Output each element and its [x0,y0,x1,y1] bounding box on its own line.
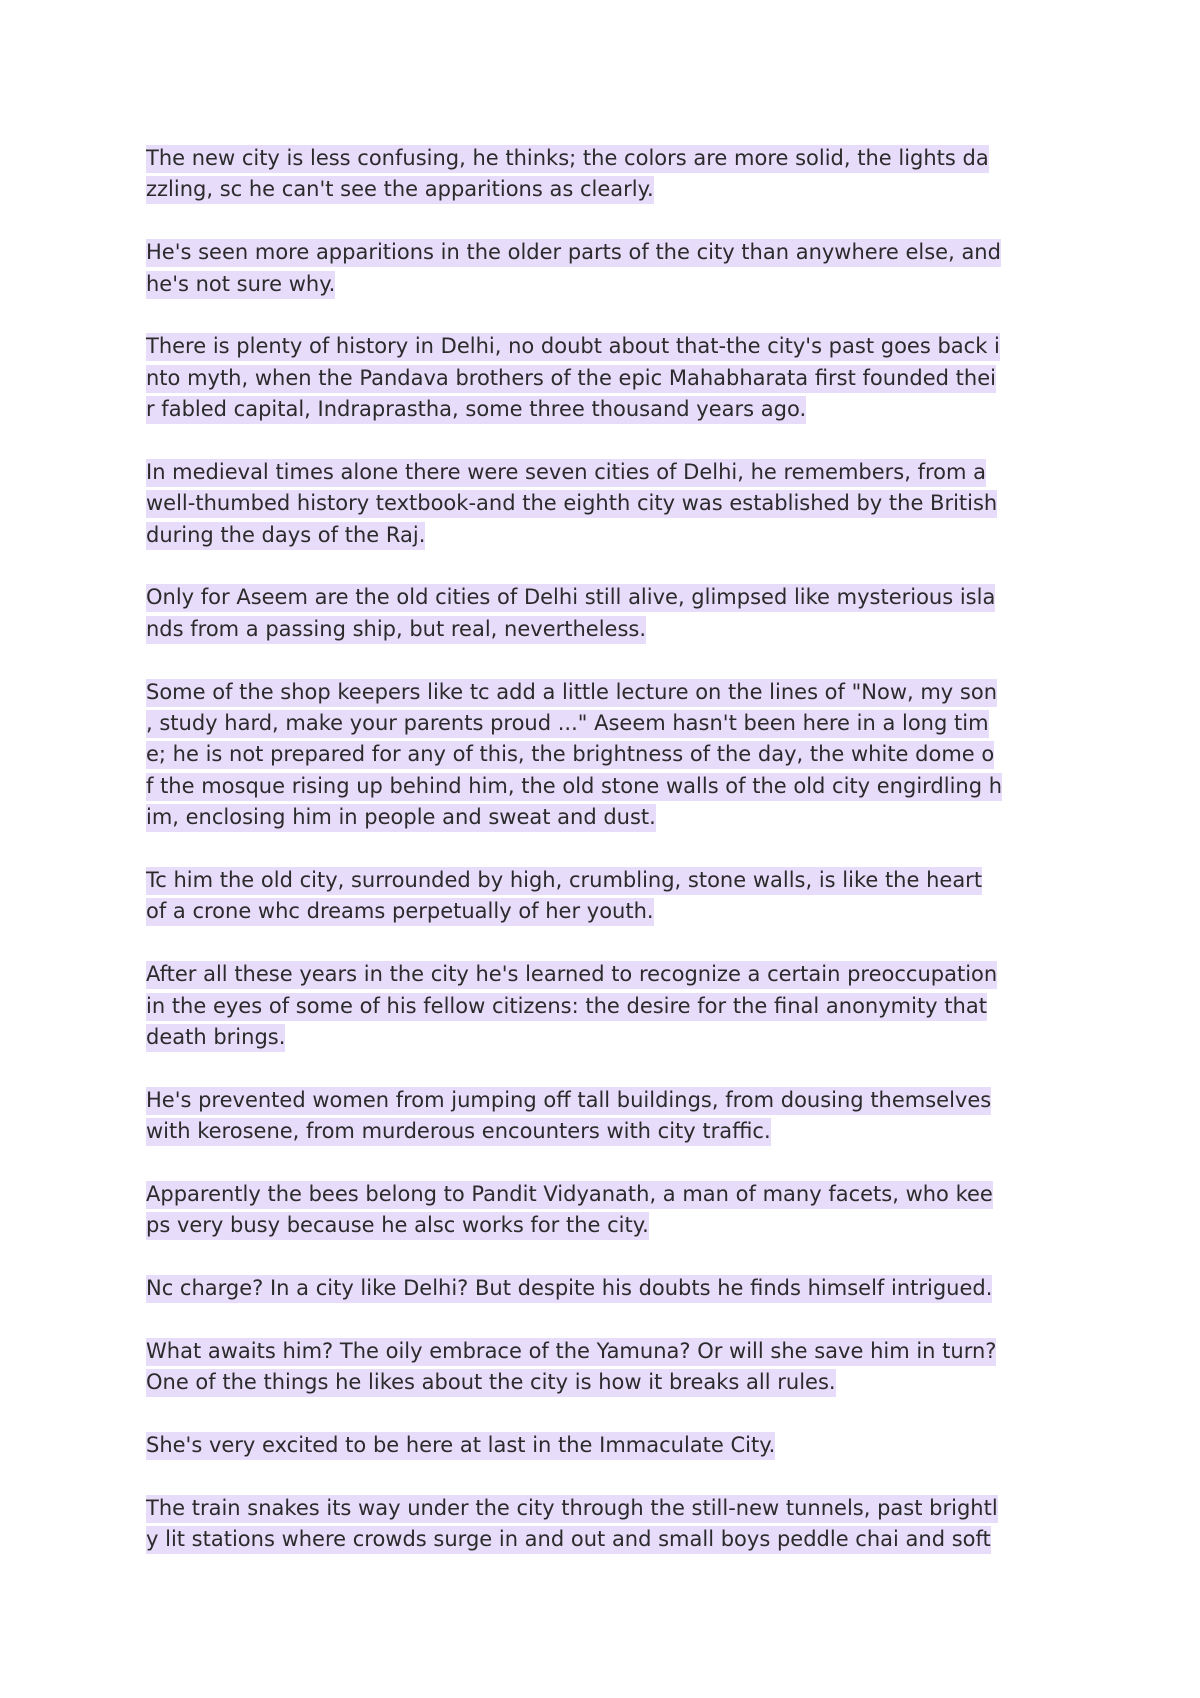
highlighted-text: There is plenty of history in Delhi, no doubt about that-the city's past goes back i [146,333,1000,361]
highlighted-text: nds from a passing ship, but real, nevertheless. [146,616,646,644]
text-line [146,143,1066,174]
text-line [146,865,1066,896]
paragraph [146,865,1066,928]
paragraph [146,237,1066,300]
text-line [146,771,1066,802]
text-line [146,1179,1066,1210]
text-line [146,708,1066,739]
highlighted-text: What awaits him? The oily embrace of the Yamuna? Or will she save him in turn? [146,1338,996,1366]
highlighted-text: y lit stations where crowds surge in and out and small boys peddle chai and soft [146,1526,991,1554]
text-line [146,237,1066,268]
highlighted-text: Apparently the bees belong to Pandit Vidyanath, a man of many facets, who kee [146,1181,993,1209]
highlighted-text: death brings. [146,1024,285,1052]
text-line [146,1273,1066,1304]
paragraph [146,331,1066,425]
highlighted-text: Nc charge? In a city like Delhi? But despite his doubts he finds himself intrigued. [146,1275,992,1303]
highlighted-text: f the mosque rising up behind him, the old stone walls of the old city engirdling h [146,773,1002,801]
text-line [146,1116,1066,1147]
highlighted-text: zzling, sc he can't see the apparitions as clearly. [146,176,654,204]
highlighted-text: One of the things he likes about the city is how it breaks all rules. [146,1369,836,1397]
paragraph [146,1493,1066,1556]
text-line [146,488,1066,519]
paragraph [146,1085,1066,1148]
paragraph [146,1179,1066,1242]
text-line [146,363,1066,394]
text-line [146,1367,1066,1398]
highlighted-text: The new city is less confusing, he thinks; the colors are more solid, the lights da [146,145,989,173]
highlighted-text: In medieval times alone there were seven cities of Delhi, he remembers, from a [146,459,986,487]
text-line [146,269,1066,300]
paragraph [146,582,1066,645]
paragraph [146,143,1066,206]
highlighted-text: in the eyes of some of his fellow citizens: the desire for the final anonymity that [146,993,987,1021]
highlighted-text: , study hard, make your parents proud ..." Aseem hasn't been here in a long tim [146,710,989,738]
text-line [146,896,1066,927]
text-line [146,1022,1066,1053]
text-line [146,331,1066,362]
text-line [146,614,1066,645]
highlighted-text: of a crone whc dreams perpetually of her youth. [146,898,654,926]
text-line [146,991,1066,1022]
paragraph [146,457,1066,551]
text-line [146,457,1066,488]
highlighted-text: r fabled capital, Indraprastha, some three thousand years ago. [146,396,806,424]
highlighted-text: Only for Aseem are the old cities of Delhi still alive, glimpsed like mysterious isla [146,584,995,612]
paragraph [146,677,1066,834]
highlighted-text: After all these years in the city he's learned to recognize a certain preoccupation [146,961,997,989]
text-line [146,582,1066,613]
document-body [146,143,1066,1587]
highlighted-text: He's prevented women from jumping off tall buildings, from dousing themselves [146,1087,991,1115]
text-line [146,1336,1066,1367]
text-line [146,1493,1066,1524]
highlighted-text: He's seen more apparitions in the older parts of the city than anywhere else, and [146,239,1001,267]
highlighted-text: im, enclosing him in people and sweat and dust. [146,804,656,832]
highlighted-text: Tc him the old city, surrounded by high, crumbling, stone walls, is like the heart [146,867,982,895]
text-line [146,1524,1066,1555]
text-line [146,1430,1066,1461]
text-line [146,174,1066,205]
text-line [146,802,1066,833]
paragraph [146,959,1066,1053]
highlighted-text: with kerosene, from murderous encounters with city traffic. [146,1118,771,1146]
paragraph [146,1336,1066,1399]
paragraph [146,1273,1066,1304]
highlighted-text: She's very excited to be here at last in the Immaculate City. [146,1432,775,1460]
text-line [146,520,1066,551]
text-line [146,1210,1066,1241]
highlighted-text: during the days of the Raj. [146,522,425,550]
text-line [146,739,1066,770]
highlighted-text: well-thumbed history textbook-and the eighth city was established by the British [146,490,997,518]
highlighted-text: Some of the shop keepers like tc add a little lecture on the lines of "Now, my son [146,679,997,707]
text-line [146,959,1066,990]
text-line [146,677,1066,708]
highlighted-text: he's not sure why. [146,271,335,299]
highlighted-text: The train snakes its way under the city through the still-new tunnels, past brightl [146,1495,998,1523]
highlighted-text: ps very busy because he alsc works for the city. [146,1212,649,1240]
highlighted-text: e; he is not prepared for any of this, the brightness of the day, the white dome o [146,741,994,769]
text-line [146,1085,1066,1116]
highlighted-text: nto myth, when the Pandava brothers of the epic Mahabharata first founded thei [146,365,996,393]
text-line [146,394,1066,425]
paragraph [146,1430,1066,1461]
